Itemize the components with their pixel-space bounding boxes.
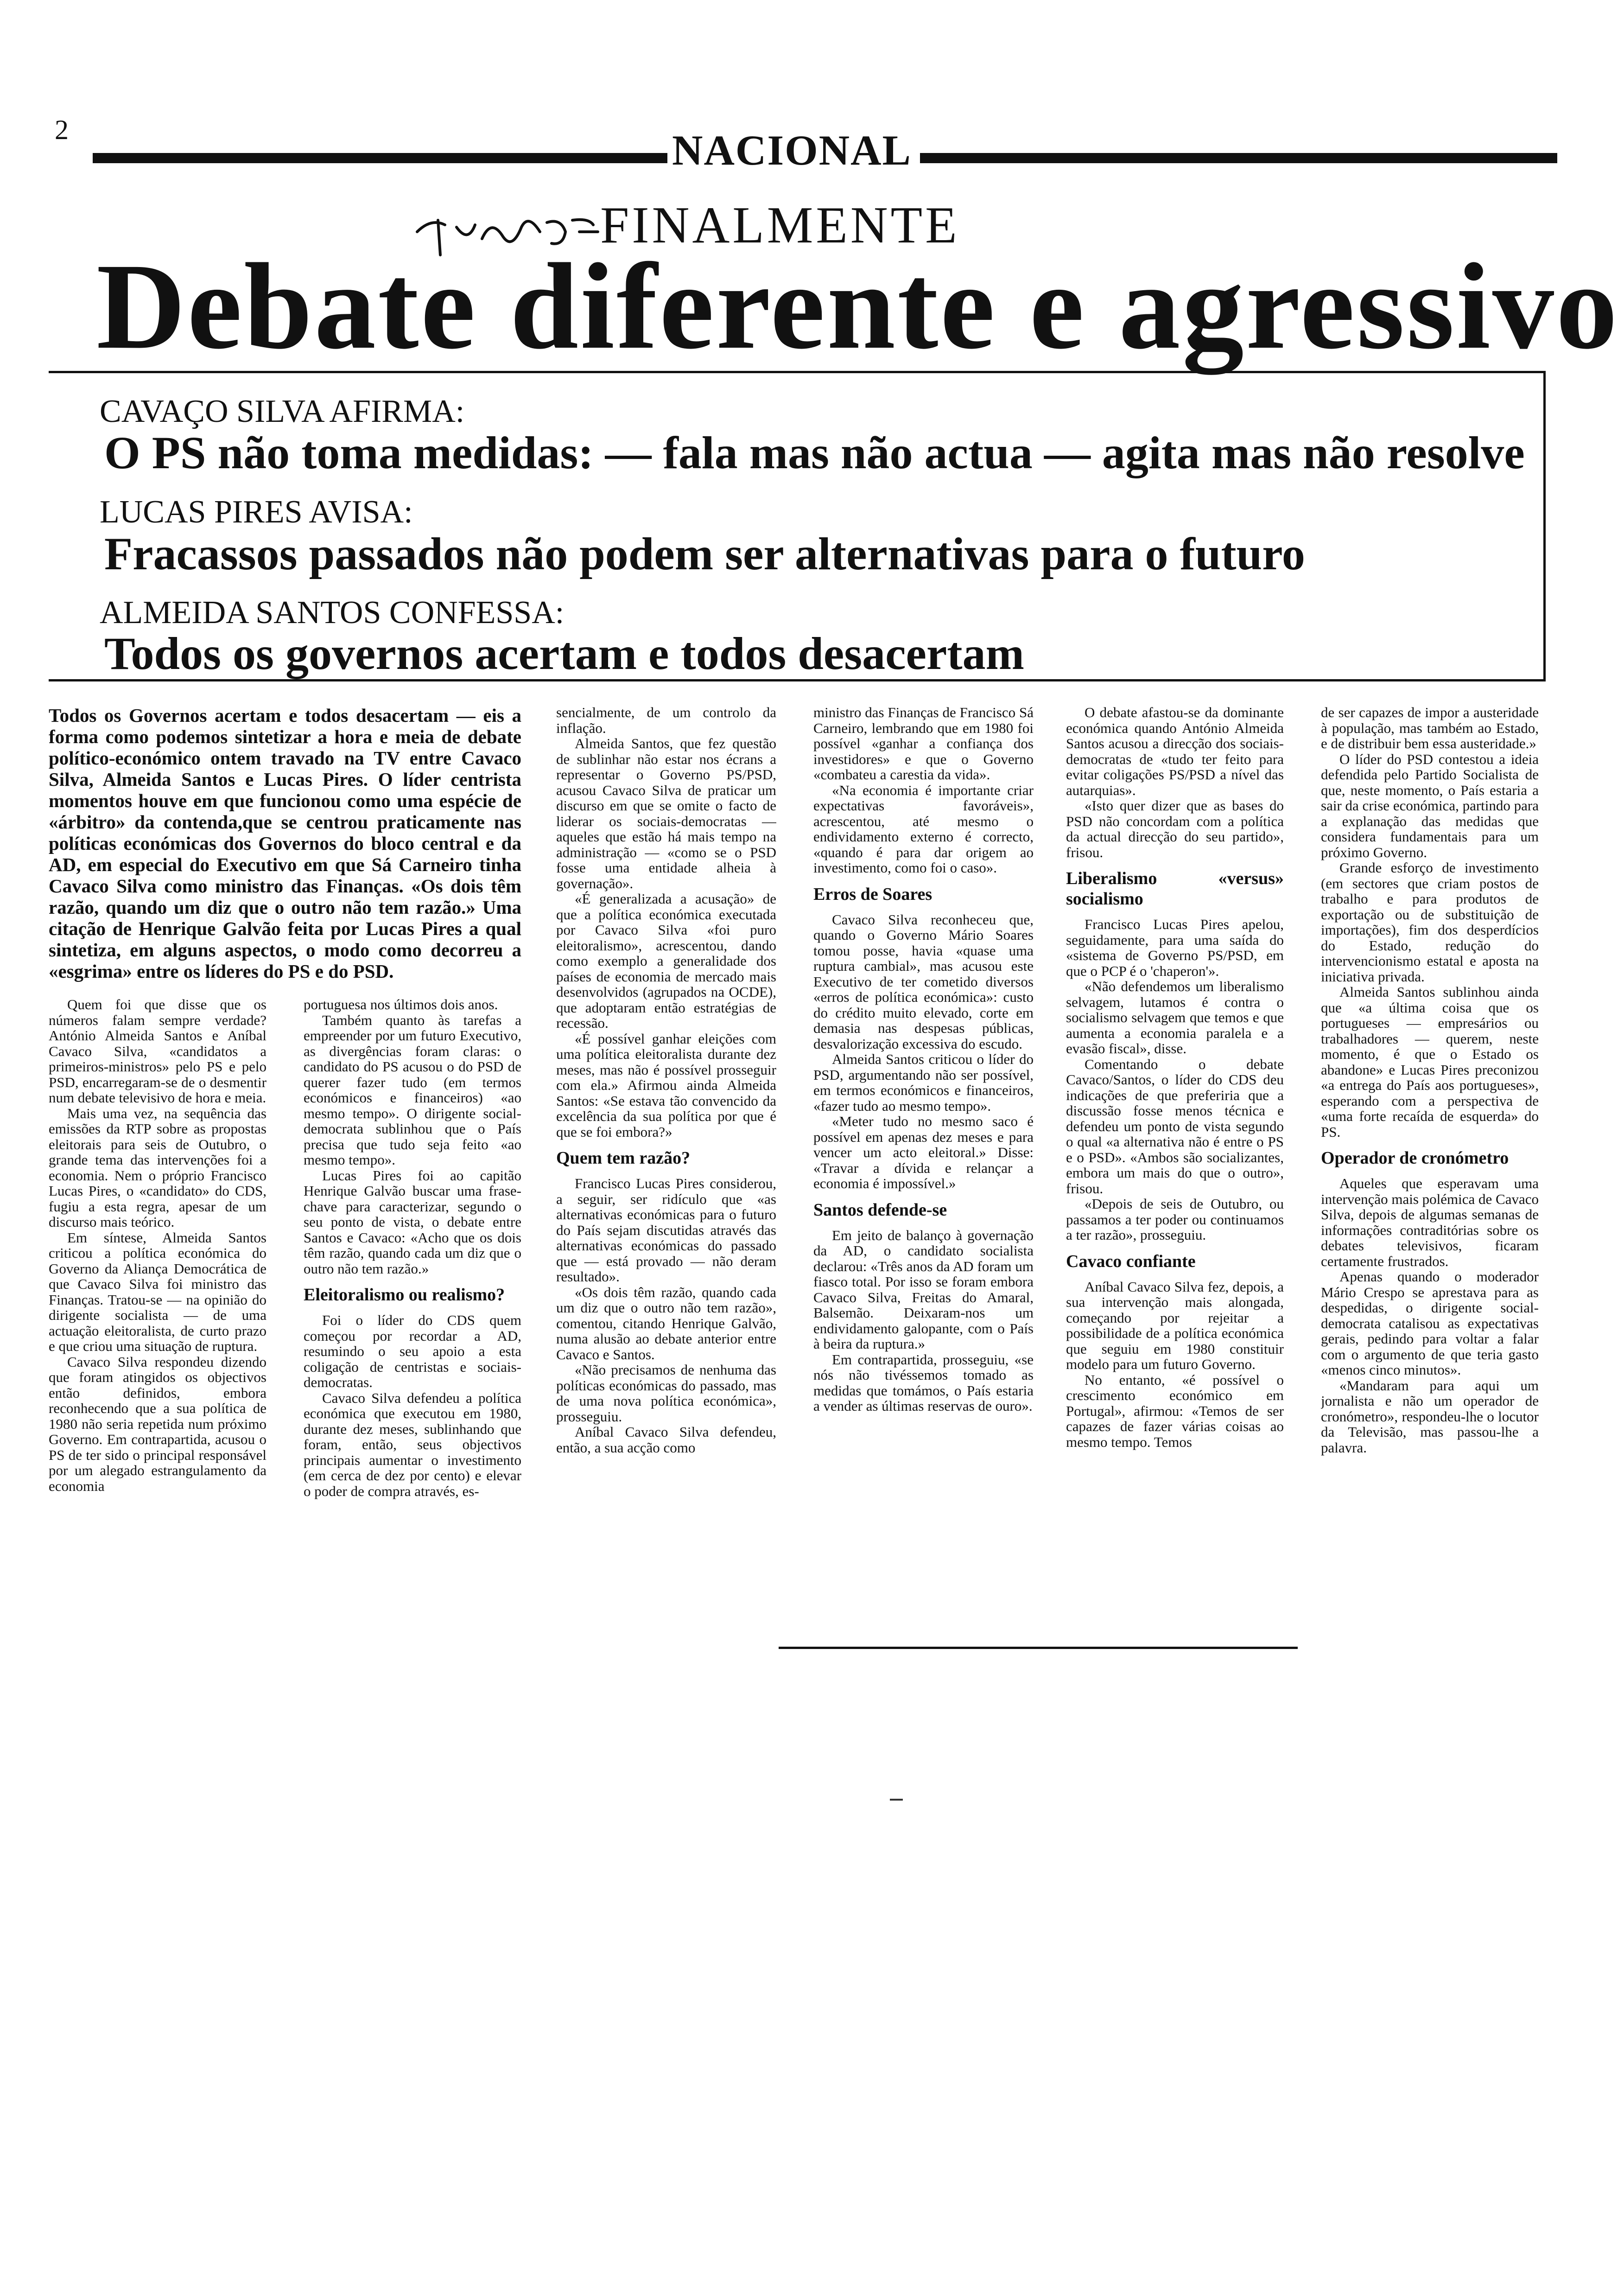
paragraph: sencialmente, de um controlo da inflação.: [556, 705, 776, 736]
paragraph: «Meter tudo no mesmo saco é possível em apenas dez meses e para vencer um acto eleitoral.» Disse: «Travar a dívida e relançar a economia é impossível.»: [813, 1113, 1034, 1191]
paragraph: Francisco Lucas Pires considerou, a seguir, ser ridículo que «as alternativas económicas para o futuro do País sejam discutidas através das alternativas económicas do passado que — está provado — não deram resultado».: [556, 1175, 776, 1285]
paragraph: de ser capazes de impor a austeridade à população, mas também ao Estado, e de distribuir bem essa austeridade.»: [1321, 705, 1539, 751]
paragraph: «É generalizada a acusação» de que a política económica executada por Cavaco Silva «foi puro eleitoralismo», acrescentou, dando como exemplo a generalidade dos países de economia de mercado mais desenvolvidos (agrupados na OCDE), que adoptaram então estratégias de recessão.: [556, 891, 776, 1031]
paragraph: Aníbal Cavaco Silva fez, depois, a sua intervenção mais alongada, começando por rejeitar a possibilidade de a política económica que seguiu em 1980 constituir modelo para um futuro Governo.: [1066, 1278, 1284, 1372]
paragraph: «É possível ganhar eleições com uma política eleitoralista durante dez meses, mas não é possível prosseguir com ela.» Afirmou ainda Almeida Santos: «Se estava tão convencido da excelência da sua política por que é que se foi embora?»: [556, 1030, 776, 1140]
paragraph: «Isto quer dizer que as bases do PSD não concordam com a política da actual direcção do seu partido», frisou.: [1066, 797, 1284, 860]
column-1: [49, 997, 266, 1664]
subheading: Santos defende-se: [813, 1200, 947, 1220]
paragraph: Foi o líder do CDS quem começou por recordar a AD, resumindo o seu apoio a esta coligação de centristas e sociais-democratas.: [304, 1312, 521, 1390]
column-5: [1066, 705, 1284, 1646]
paragraph: Quem foi que disse que os números falam sempre verdade? António Almeida Santos e Aníbal Cavaco Silva, «candidatos a primeiros-ministros» pelo PS e pelo PSD, encarregaram-se de o desmentir num debate televisivo de hora e meia.: [49, 997, 266, 1106]
paragraph: Lucas Pires foi ao capitão Henrique Galvão buscar uma frase-chave para caracterizar, segundo o seu ponto de vista, o debate entre Santos e Cavaco: «Acho que os dois têm razão, quando cada um diz que o outro não tem razão.»: [304, 1167, 521, 1277]
paragraph: Cavaco Silva defendeu a política económica que executou em 1980, durante dez meses, sublinhando que foram, então, seus objectivos principais aumentar o investimento (em cerca de dez por cento) e elevar o poder de compra através, es-: [304, 1389, 521, 1499]
deck-quote: O PS não toma medidas: — fala mas não actua — agita mas não resolve: [104, 427, 1525, 478]
column-2: [304, 997, 521, 1664]
paragraph: Almeida Santos, que fez questão de sublinhar não estar nos écrans a representar o Governo PS/PSD, acusou Cavaco Silva de praticar um discurso em que se omite o facto de liderar os sociais-democratas — aqueles que estão há mais tempo na administração — «como se o PSD fosse uma entidade alheia à governação».: [556, 735, 776, 891]
deck-label: CAVAÇO SILVA AFIRMA:: [100, 394, 465, 429]
headline-kicker: FINALMENTE: [600, 197, 960, 254]
column-3: [556, 705, 776, 1646]
page-number: 2: [55, 115, 69, 145]
end-rule: [779, 1647, 1298, 1649]
subheading: Eleitoralismo ou realismo?: [304, 1285, 505, 1305]
paragraph: «Na economia é importante criar expectativas favoráveis», acrescentou, até mesmo o endividamento externo é correcto, «quando é para dar origem ao investimento, como foi o caso».: [813, 782, 1034, 876]
paragraph: portuguesa nos últimos dois anos.: [304, 997, 498, 1012]
paragraph: O debate afastou-se da dominante económica quando António Almeida Santos acusou a direcção dos sociais-democratas de «tudo ter feito para evitar coligações PS/PSD a nível das autarquias».: [1066, 705, 1284, 798]
subheading: Liberalismo «versus» socialismo: [1066, 869, 1284, 909]
paragraph: Aqueles que esperavam uma intervenção mais polémica de Cavaco Silva, depois de algumas semanas de informações contraditórias sobre os debates televisivos, ficaram certamente frustrados.: [1321, 1175, 1539, 1269]
paragraph: O líder do PSD contestou a ideia defendida pelo Partido Socialista de que, neste momento, o País estaria a sair da crise económica, partindo para a explanação das medidas que considera fundamentais para um próximo Governo.: [1321, 751, 1539, 860]
deck-label: LUCAS PIRES AVISA:: [100, 494, 413, 530]
subheading: Operador de cronómetro: [1321, 1148, 1509, 1168]
paragraph: «Os dois têm razão, quando cada um diz que o outro não tem razão», comentou, citando Henrique Galvão, numa alusão ao debate anterior entre Cavaco e Santos.: [556, 1284, 776, 1362]
paragraph: «Não precisamos de nenhuma das políticas económicas do passado, mas de uma nova política económica», prosseguiu.: [556, 1362, 776, 1425]
column-6: [1321, 705, 1539, 1646]
column-4: [813, 705, 1034, 1646]
paragraph: No entanto, «é possível o crescimento económico em Portugal», afirmou: «Temos de ser capazes de fazer várias coisas ao mesmo tempo. Temos: [1066, 1371, 1284, 1450]
lead-paragraph: Todos os Governos acertam e todos desacertam — eis a forma como podemos sintetizar a hora e meia de debate político-económico ontem travado na TV entre Cavaco Silva, Almeida Santos e Lucas Pires. O líder centrista momentos houve em que funcionou como uma espécie de «árbitro» da contenda,que se centrou praticamente nas políticas económicas dos Governos do bloco central e da AD, em especial do Executivo em que Sá Carneiro tinha Cavaco Silva como ministro das Finanças. «Os dois têm razão, quando um diz que o outro não tem razão.» Uma citação de Henrique Galvão feita por Lucas Pires a qual sintetiza, em alguns aspectos, o modo como decorreu a «esgrima» entre os líderes do PS e do PSD.: [49, 705, 521, 982]
headline: Debate diferente e agressivo: [96, 238, 1619, 375]
deck-quote: Fracassos passados não podem ser alternativas para o futuro: [104, 528, 1305, 579]
subheading: Erros de Soares: [813, 884, 933, 904]
paragraph: Apenas quando o moderador Mário Crespo se aprestava para as despedidas, o dirigente social-democrata catalisou as expectativas gerais, pedindo para voltar a falar com o argumento de que teria gasto «menos cinco minutos».: [1321, 1268, 1539, 1378]
paragraph: Francisco Lucas Pires apelou, seguidamente, para uma saída do «sistema de Governo PS/PSD, em que o PCP é o 'chaperon'».: [1066, 916, 1284, 979]
deck-quote: Todos os governos acertam e todos desacertam: [104, 628, 1024, 679]
paragraph: Cavaco Silva respondeu dizendo que foram atingidos os objectivos então definidos, embora reconhecendo que a sua política de 1980 não seria repetida num próximo Governo. Em contrapartida, acusou o PS de ter sido o principal responsável por um alegado estrangulamento da economia: [49, 1353, 266, 1494]
paragraph: «Não defendemos um liberalismo selvagem, lutamos é contra o socialismo selvagem que temos e que aumenta a economia paralela e a evasão fiscal», disse.: [1066, 978, 1284, 1057]
paragraph: Grande esforço de investimento (em sectores que criam postos de trabalho e para produtos de exportação ou de substituição de importações), fim dos desperdícios do Estado, redução do intervencionismo estatal e aposta na iniciativa privada.: [1321, 860, 1539, 985]
paragraph: Almeida Santos criticou o líder do PSD, argumentando não ser possível, em termos económicos e financeiros, «fazer tudo ao mesmo tempo».: [813, 1051, 1034, 1114]
paragraph: Em síntese, Almeida Santos criticou a política económica do Governo da Aliança Democrática de que Cavaco Silva foi ministro das Finanças. Tratou-se — na opinião do dirigente socialista — de uma actuação eleitoralista, de curto prazo e que criou uma situação de ruptura.: [49, 1229, 266, 1354]
section-title: NACIONAL: [672, 127, 912, 174]
paragraph: Comentando o debate Cavaco/Santos, o líder do CDS deu indicações de que preferiria que a discussão fosse menos técnica e defendeu um ponto de vista segundo o qual «a alternativa não é entre o PS e o PSD». «Ambos são socializantes, embora um mais do que o outro», frisou.: [1066, 1056, 1284, 1197]
paragraph: «Depois de seis de Outubro, ou passamos a ter poder ou continuamos a ter razão», prosseguiu.: [1066, 1196, 1284, 1243]
paragraph: Mais uma vez, na sequência das emissões da RTP sobre as propostas eleitorais para seis de Outubro, o grande tema das intervenções foi a economia. Nem o próprio Francisco Lucas Pires, o «candidato» do CDS, fugiu a esta regra, apesar de um discurso mais teórico.: [49, 1105, 266, 1230]
paragraph: «Mandaram para aqui um jornalista e não um operador de cronómetro», respondeu-lhe o locutor da Televisão, mas passou-lhe a palavra.: [1321, 1377, 1539, 1456]
subheading: Quem tem razão?: [556, 1148, 691, 1168]
subheading: Cavaco confiante: [1066, 1251, 1196, 1271]
paragraph: Também quanto às tarefas a empreender por um futuro Executivo, as divergências foram claras: o candidato do PS acusou o do PSD de querer fazer tudo (em termos económicos e financeiros) «ao mesmo tempo». O dirigente social-democrata sublinhou que o País precisa que tudo seja feito «ao mesmo tempo».: [304, 1012, 521, 1168]
print-mark: [890, 1799, 903, 1801]
paragraph: Cavaco Silva reconheceu que, quando o Governo Mário Soares tomou posse, havia «quase uma ruptura cambial», mas acusou este Executivo de ter cometido diversos «erros de política económica»: custo do crédito muito elevado, corte em demasia nas despesas públicas, desvalorização excessiva do escudo.: [813, 911, 1034, 1052]
paragraph: Em jeito de balanço à governação da AD, o candidato socialista declarou: «Três anos da AD foram um fiasco total. Por isso se foram embora Cavaco Silva, Freitas do Amaral, Balsemão. Deixaram-nos um endividamento galopante, com o País à beira da ruptura.»: [813, 1227, 1034, 1352]
deck-label: ALMEIDA SANTOS CONFESSA:: [100, 595, 565, 630]
paragraph: Em contrapartida, prosseguiu, «se nós não tivéssemos tomado as medidas que tomámos, o País estaria a vender as últimas reservas de ouro».: [813, 1351, 1034, 1414]
paragraph: Almeida Santos sublinhou ainda que «a última coisa que os portugueses — empresários ou trabalhadores — querem, neste momento, é que o Estado os abandone» e Lucas Pires preconizou «a entrega do País aos portugueses», esperando com a perspectiva de «uma forte recaída de esquerda» do PS.: [1321, 984, 1539, 1140]
paragraph: ministro das Finanças de Francisco Sá Carneiro, lembrando que em 1980 foi possível «ganhar a confiança dos investidores» e que o Governo «combateu a carestia da vida».: [813, 705, 1034, 783]
paragraph: Aníbal Cavaco Silva defendeu, então, a sua acção como: [556, 1424, 776, 1456]
